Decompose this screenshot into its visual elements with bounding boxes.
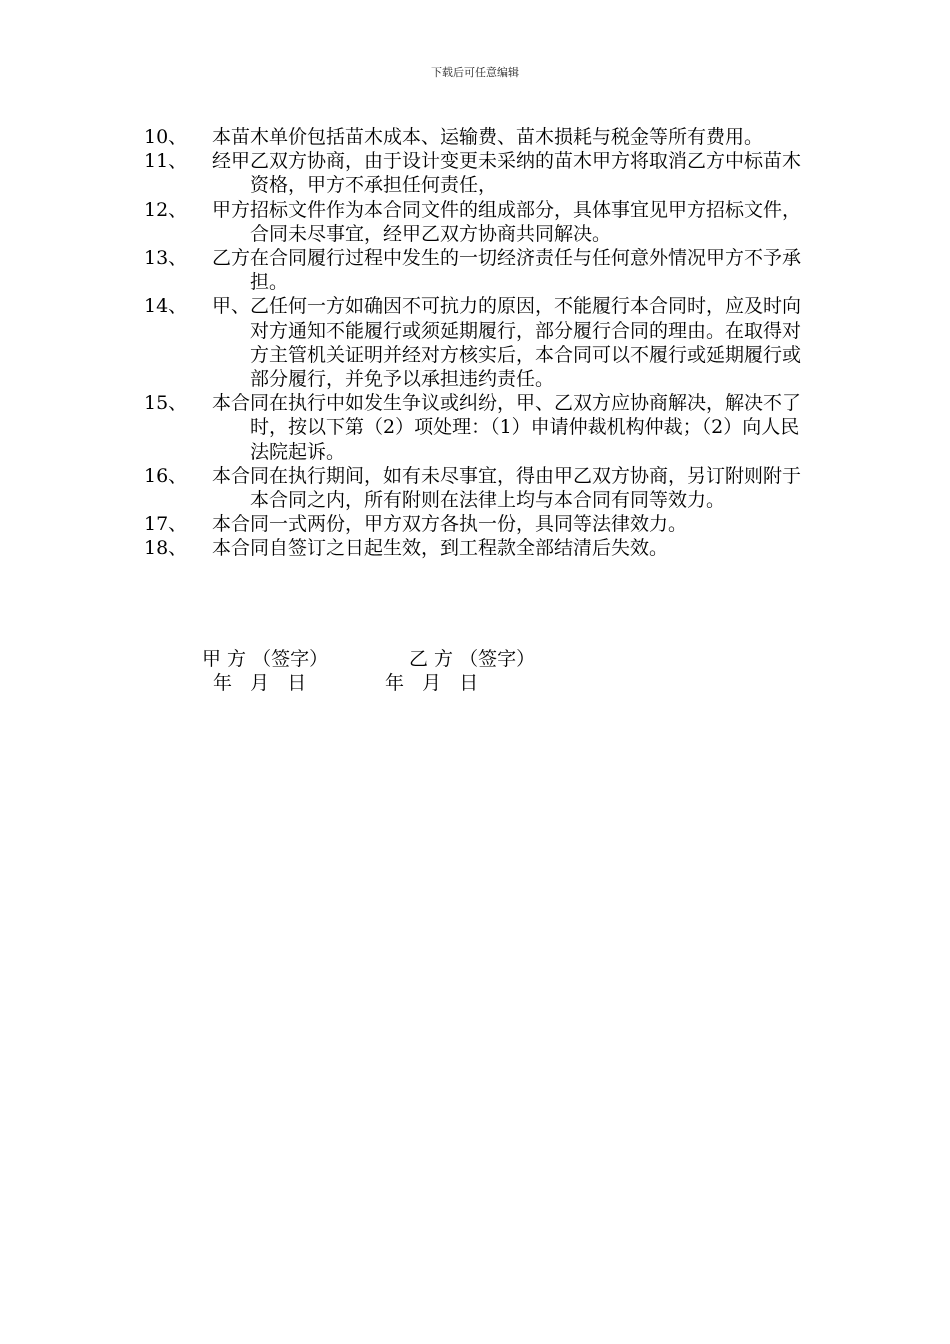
clause-number: 12、 <box>144 198 188 221</box>
contract-clauses <box>144 125 814 561</box>
clause-number: 15、 <box>144 392 188 415</box>
party-b-signature-label: 乙 方 （签字） <box>409 648 536 670</box>
clause-number: 14、 <box>144 295 188 318</box>
clause-text: 乙方在合同履行过程中发生的一切经济责任与任何意外情况甲方不予承担。 <box>212 247 802 294</box>
clause-17 <box>144 512 814 536</box>
party-a-date: 年 月 日 <box>213 672 307 695</box>
party-b-date: 年 月 日 <box>385 672 479 695</box>
clause-14 <box>144 294 814 391</box>
party-a-signature-label: 甲 方 （签字） <box>202 648 329 670</box>
page-header-note: 下载后可任意编辑 <box>431 66 519 79</box>
clause-text: 本苗木单价包括苗木成本、运输费、苗木损耗与税金等所有费用。 <box>212 126 764 148</box>
clause-text: 甲方招标文件作为本合同文件的组成部分，具体事宜见甲方招标文件，合同未尽事宜，经甲乙双方协商共同解决。 <box>212 198 802 245</box>
clause-18 <box>144 536 814 560</box>
clause-text: 本合同自签订之日起生效，到工程款全部结清后失效。 <box>212 537 669 560</box>
clause-number: 16、 <box>144 464 188 487</box>
clause-text: 本合同一式两份，甲方双方各执一份，具同等法律效力。 <box>212 513 688 536</box>
signature-labels-row <box>0 647 950 671</box>
clause-text: 本合同在执行期间，如有未尽事宜，得由甲乙双方协商，另订附则附于本合同之内，所有附则在法律上均与本合同有同等效力。 <box>212 464 802 512</box>
clause-13 <box>144 246 814 294</box>
clause-number: 18、 <box>144 537 188 560</box>
clause-10 <box>144 125 814 149</box>
signature-dates-row <box>0 671 950 695</box>
clause-16 <box>144 464 814 512</box>
clause-text: 经甲乙双方协商，由于设计变更未采纳的苗木甲方将取消乙方中标苗木资格，甲方不承担任何责任， <box>212 150 802 197</box>
clause-text: 本合同在执行中如发生争议或纠纷，甲、乙双方应协商解决，解决不了时，按以下第（2）项处理：（1）申请仲裁机构仲裁；（2）向人民法院起诉。 <box>212 392 802 463</box>
clause-number: 17、 <box>144 513 188 536</box>
clause-number: 13、 <box>144 247 188 270</box>
clause-number: 10、 <box>144 126 188 148</box>
clause-12 <box>144 198 814 246</box>
clause-text: 甲、乙任何一方如确因不可抗力的原因，不能履行本合同时，应及时向对方通知不能履行或须延期履行，部分履行合同的理由。在取得对方主管机关证明并经对方核实后，本合同可以不履行或延期履行或部分履行，并免予以承担违约责任。 <box>212 295 802 391</box>
clause-15 <box>144 391 814 464</box>
signature-block <box>0 647 950 695</box>
clause-11 <box>144 149 814 197</box>
clause-number: 11、 <box>144 150 188 173</box>
